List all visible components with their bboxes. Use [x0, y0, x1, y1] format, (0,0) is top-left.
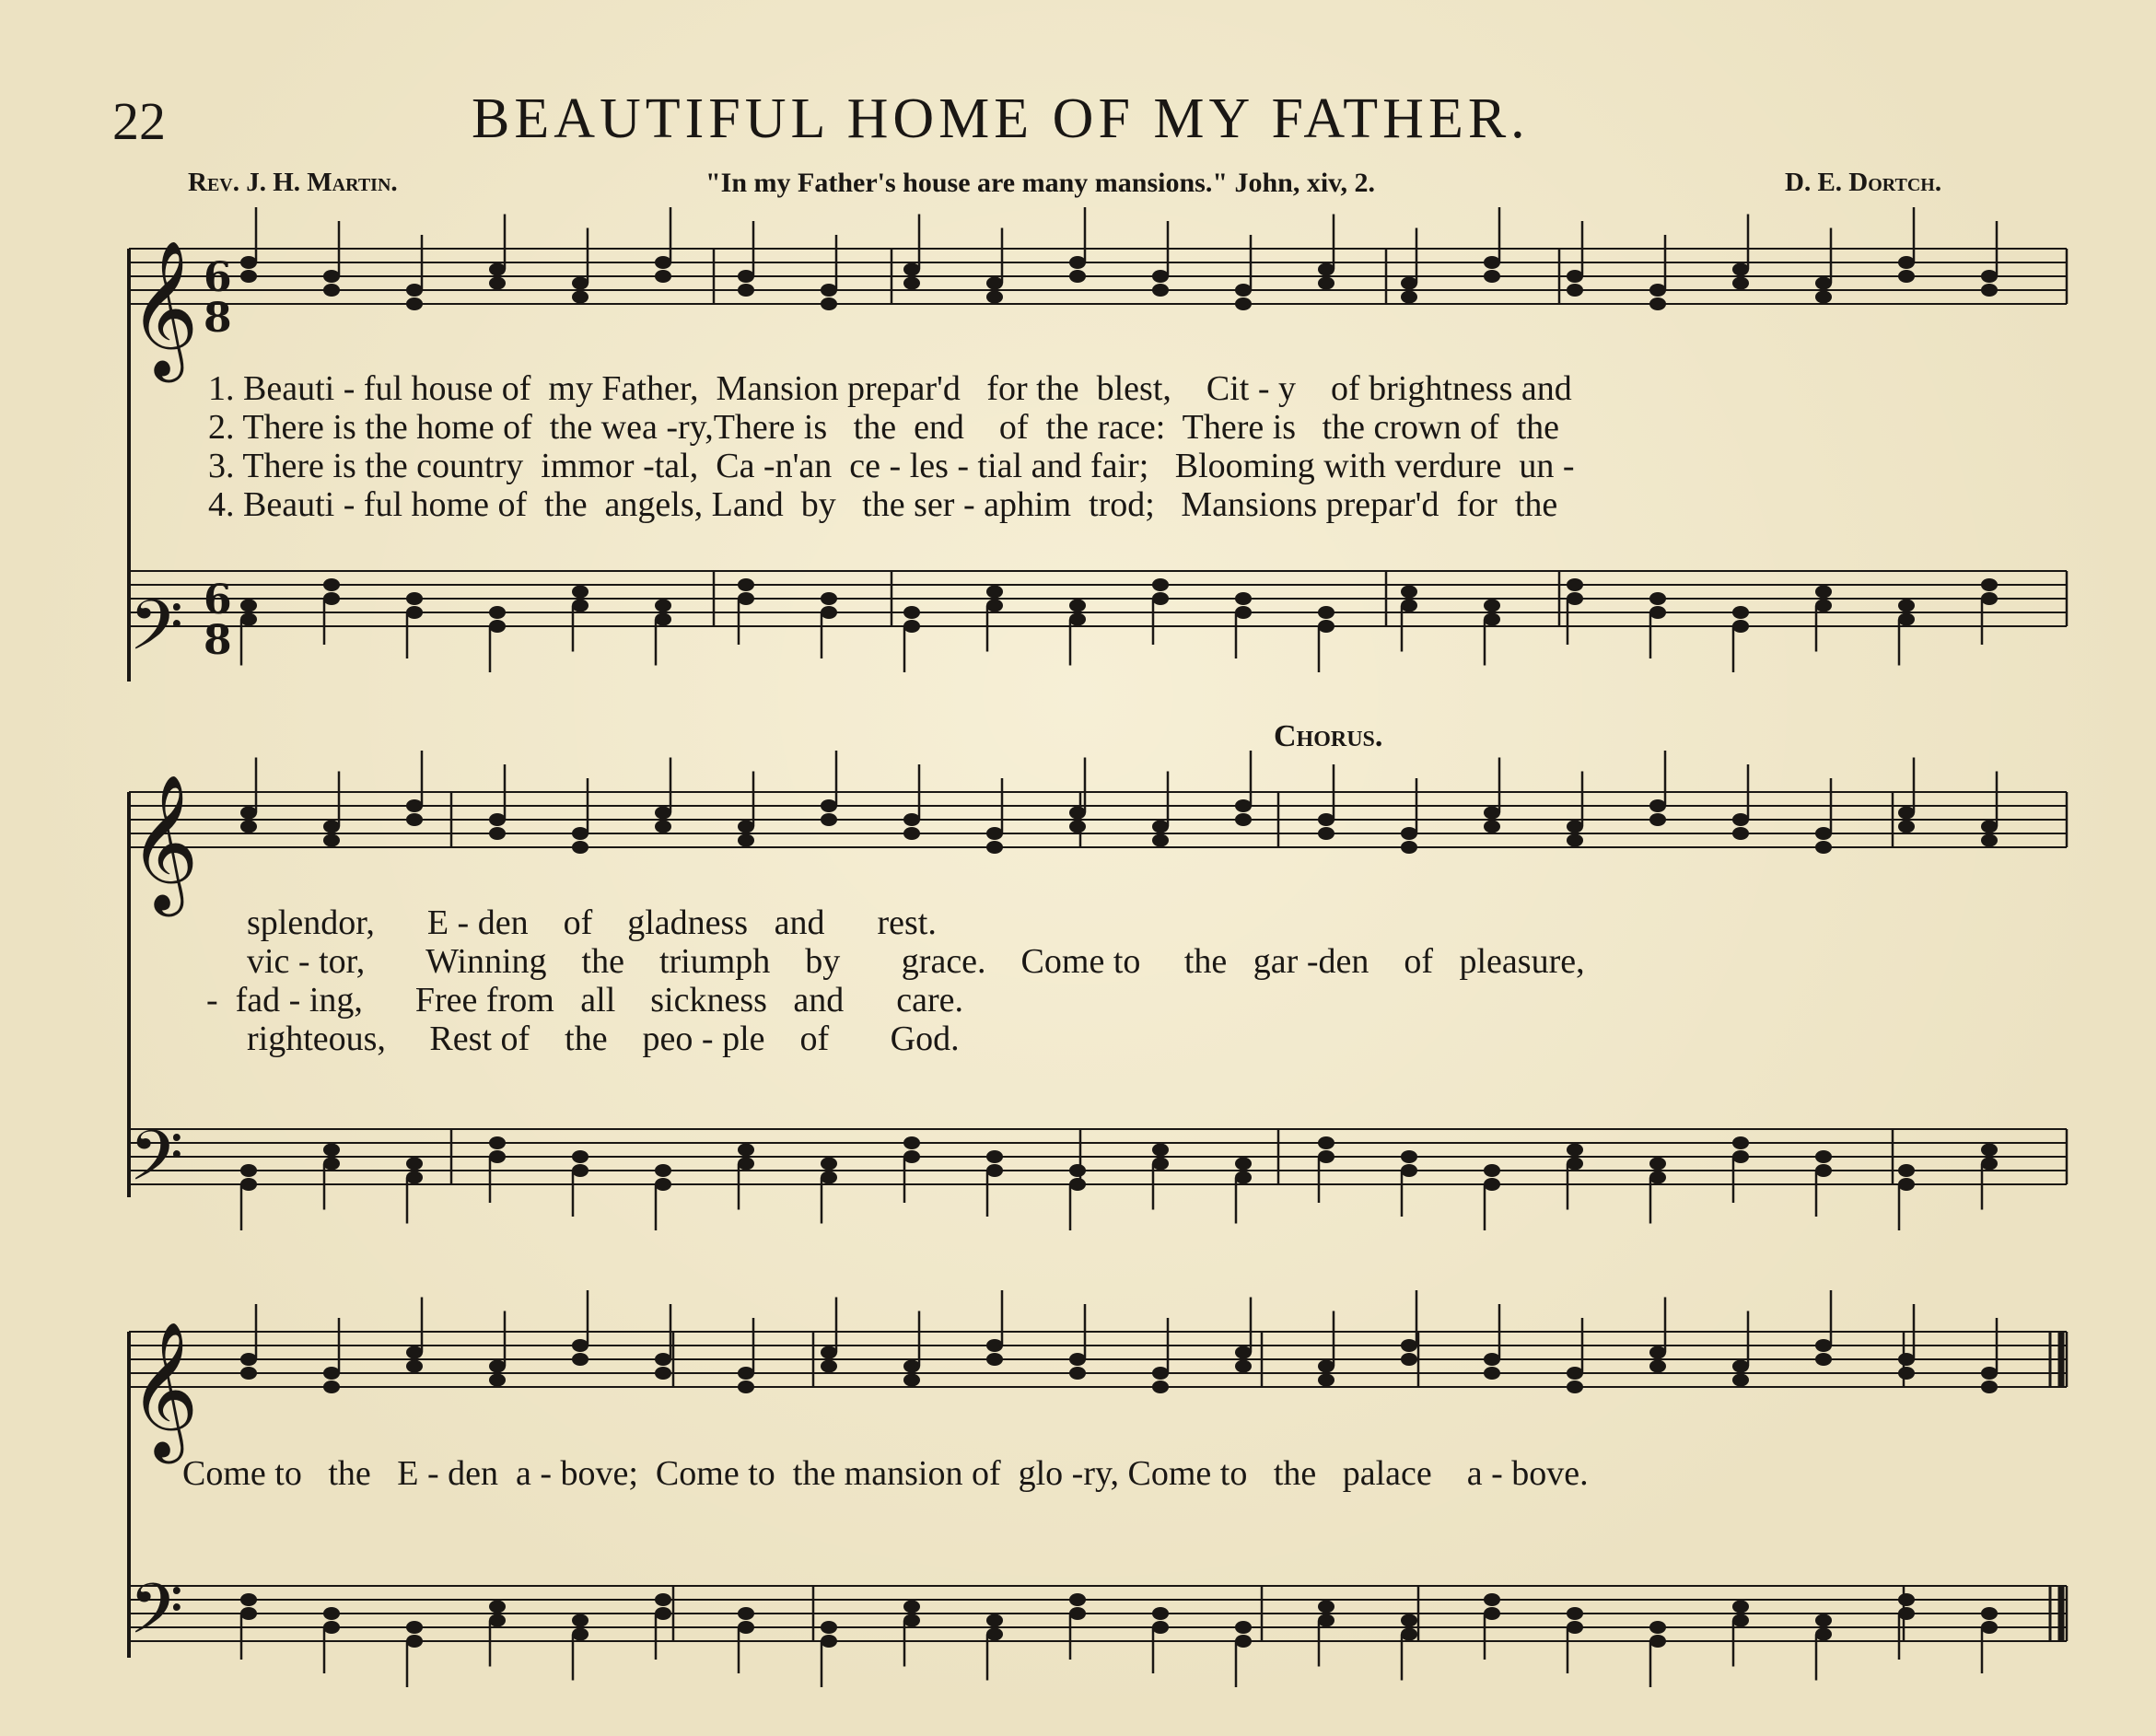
- note-head: [406, 1346, 423, 1359]
- note-head: [240, 1164, 257, 1177]
- note-head: [406, 284, 423, 297]
- note-head: [1069, 821, 1086, 833]
- note-head: [821, 297, 837, 310]
- note-head: [986, 291, 1003, 304]
- note-head: [1401, 1614, 1417, 1627]
- note-head: [655, 256, 671, 269]
- note-head: [738, 821, 754, 833]
- note-head: [1235, 606, 1252, 619]
- note-head: [1069, 807, 1086, 820]
- note-head: [738, 1144, 754, 1157]
- note-head: [1732, 827, 1749, 840]
- note-head: [572, 586, 589, 599]
- note-head: [655, 807, 671, 820]
- note-head: [323, 592, 340, 605]
- note-head: [655, 821, 671, 833]
- note-head: [821, 1621, 837, 1634]
- note-head: [1401, 827, 1417, 840]
- note-head: [1318, 620, 1334, 633]
- note-head: [1649, 1635, 1666, 1648]
- note-head: [1152, 1367, 1169, 1380]
- note-head: [903, 1150, 920, 1163]
- note-head: [1567, 1607, 1583, 1620]
- note-head: [903, 620, 920, 633]
- note-head: [1069, 1593, 1086, 1606]
- note-head: [1152, 1144, 1169, 1157]
- note-head: [323, 270, 340, 283]
- note-head: [821, 1171, 837, 1184]
- composer-credit: D. E. Dortch.: [1785, 168, 1942, 197]
- note-head: [489, 813, 506, 826]
- note-head: [655, 1164, 671, 1177]
- note-head: [572, 827, 589, 840]
- note-head: [903, 827, 920, 840]
- note-head: [1401, 1353, 1417, 1366]
- note-head: [1732, 1601, 1749, 1614]
- note-head: [1898, 807, 1915, 820]
- note-head: [903, 1374, 920, 1387]
- note-head: [738, 1621, 754, 1634]
- note-head: [1152, 592, 1169, 605]
- note-head: [1981, 1158, 1998, 1171]
- note-head: [821, 592, 837, 605]
- note-head: [406, 592, 423, 605]
- note-head: [240, 807, 257, 820]
- note-head: [1069, 256, 1086, 269]
- note-head: [655, 600, 671, 612]
- note-head: [1815, 1150, 1832, 1163]
- note-head: [1152, 578, 1169, 591]
- note-head: [1815, 841, 1832, 854]
- note-head: [240, 1367, 257, 1380]
- note-head: [821, 1158, 837, 1171]
- note-head: [738, 284, 754, 297]
- note-head: [1981, 578, 1998, 591]
- note-head: [1235, 1171, 1252, 1184]
- bass-clef-icon: 𝄢: [129, 1115, 184, 1214]
- note-head: [986, 1614, 1003, 1627]
- note-head: [903, 1136, 920, 1149]
- note-head: [323, 578, 340, 591]
- chorus-line: Come to the E - den a - bove; Come to the mansion of glo -ry, Come to the palace a - bove.: [182, 1454, 1589, 1493]
- note-head: [323, 1607, 340, 1620]
- note-head: [1401, 841, 1417, 854]
- note-head: [655, 270, 671, 283]
- time-signature-upper: 6: [204, 577, 232, 623]
- note-head: [738, 270, 754, 283]
- note-head: [1732, 277, 1749, 290]
- note-head: [1235, 284, 1252, 297]
- note-head: [986, 1150, 1003, 1163]
- note-head: [821, 1346, 837, 1359]
- note-head: [1732, 263, 1749, 276]
- note-head: [1318, 1374, 1334, 1387]
- note-head: [406, 606, 423, 619]
- treble-clef-icon: 𝄞: [129, 774, 199, 911]
- note-head: [406, 1158, 423, 1171]
- note-head: [1235, 1635, 1252, 1648]
- note-head: [1815, 1628, 1832, 1641]
- note-head: [821, 813, 837, 826]
- note-head: [1401, 600, 1417, 612]
- note-head: [986, 600, 1003, 612]
- note-head: [1318, 813, 1334, 826]
- note-head: [1318, 1614, 1334, 1627]
- note-head: [1898, 1353, 1915, 1366]
- note-head: [1981, 1144, 1998, 1157]
- hymn-title: BEAUTIFUL HOME OF MY FATHER.: [472, 87, 1530, 150]
- note-head: [1567, 284, 1583, 297]
- note-head: [1152, 821, 1169, 833]
- note-head: [323, 1367, 340, 1380]
- note-head: [655, 1367, 671, 1380]
- note-head: [1069, 1178, 1086, 1191]
- note-head: [489, 263, 506, 276]
- note-head: [1567, 1367, 1583, 1380]
- note-head: [1981, 1607, 1998, 1620]
- note-head: [1815, 827, 1832, 840]
- note-head: [1815, 1353, 1832, 1366]
- note-head: [240, 256, 257, 269]
- note-head: [1235, 813, 1252, 826]
- verse-3-line: 3. There is the country immor -tal, Ca -n'an ce - les - tial and fair; Blooming with verdure un -: [208, 447, 1575, 485]
- note-head: [572, 291, 589, 304]
- note-head: [986, 1164, 1003, 1177]
- note-head: [1567, 270, 1583, 283]
- treble-clef-icon: 𝄞: [129, 239, 199, 377]
- note-head: [1318, 1136, 1334, 1149]
- note-head: [1567, 578, 1583, 591]
- note-head: [903, 277, 920, 290]
- note-head: [1981, 284, 1998, 297]
- note-head: [240, 821, 257, 833]
- note-head: [903, 606, 920, 619]
- note-head: [240, 1178, 257, 1191]
- note-head: [1732, 1360, 1749, 1373]
- note-head: [1401, 586, 1417, 599]
- note-head: [572, 1339, 589, 1352]
- note-head: [821, 1360, 837, 1373]
- note-head: [1318, 277, 1334, 290]
- note-head: [323, 1621, 340, 1634]
- note-head: [489, 606, 506, 619]
- note-head: [1567, 592, 1583, 605]
- note-head: [1981, 1621, 1998, 1634]
- note-head: [323, 1381, 340, 1393]
- note-head: [655, 1607, 671, 1620]
- note-head: [1898, 1164, 1915, 1177]
- note-head: [572, 1353, 589, 1366]
- note-head: [489, 1374, 506, 1387]
- note-head: [1318, 1150, 1334, 1163]
- verse-4-line: 4. Beauti - ful home of the angels, Land by the ser - aphim trod; Mansions prepar'd for the: [208, 485, 1558, 524]
- note-head: [1981, 592, 1998, 605]
- note-head: [406, 813, 423, 826]
- note-head: [1152, 270, 1169, 283]
- note-head: [323, 821, 340, 833]
- note-head: [655, 1178, 671, 1191]
- note-head: [1484, 256, 1500, 269]
- note-head: [1235, 297, 1252, 310]
- note-head: [1732, 1374, 1749, 1387]
- note-head: [1069, 613, 1086, 626]
- note-head: [323, 1158, 340, 1171]
- note-head: [1484, 1178, 1500, 1191]
- note-head: [1069, 270, 1086, 283]
- note-head: [1484, 807, 1500, 820]
- note-head: [1318, 827, 1334, 840]
- chorus-label: Chorus.: [1274, 719, 1383, 753]
- note-head: [1732, 1150, 1749, 1163]
- note-head: [1484, 613, 1500, 626]
- note-head: [821, 606, 837, 619]
- note-head: [1401, 277, 1417, 290]
- note-head: [406, 1360, 423, 1373]
- note-head: [1649, 606, 1666, 619]
- note-head: [655, 613, 671, 626]
- note-head: [1815, 600, 1832, 612]
- note-head: [986, 277, 1003, 290]
- note-head: [1318, 1360, 1334, 1373]
- note-head: [489, 827, 506, 840]
- note-head: [903, 813, 920, 826]
- verse-3-line: - fad - ing, Free from all sickness and care.: [206, 981, 964, 1019]
- note-head: [738, 834, 754, 847]
- note-head: [986, 827, 1003, 840]
- note-head: [655, 1593, 671, 1606]
- note-head: [1484, 270, 1500, 283]
- note-head: [572, 600, 589, 612]
- time-signature-lower: 8: [204, 295, 232, 342]
- note-head: [1235, 1346, 1252, 1359]
- note-head: [1898, 613, 1915, 626]
- note-head: [1235, 1621, 1252, 1634]
- bass-clef-icon: 𝄢: [129, 1568, 184, 1667]
- bass-clef-icon: 𝄢: [129, 585, 184, 683]
- note-head: [1898, 600, 1915, 612]
- note-head: [1484, 600, 1500, 612]
- note-head: [1898, 1607, 1915, 1620]
- note-head: [1815, 586, 1832, 599]
- note-head: [1815, 291, 1832, 304]
- note-head: [1235, 592, 1252, 605]
- note-head: [1401, 1628, 1417, 1641]
- note-head: [1649, 1621, 1666, 1634]
- note-head: [1732, 1136, 1749, 1149]
- note-head: [572, 1614, 589, 1627]
- note-head: [1484, 1353, 1500, 1366]
- note-head: [1069, 1353, 1086, 1366]
- note-head: [821, 284, 837, 297]
- note-head: [1567, 1144, 1583, 1157]
- note-head: [1401, 1339, 1417, 1352]
- note-head: [1484, 1367, 1500, 1380]
- note-head: [903, 1601, 920, 1614]
- note-head: [1649, 284, 1666, 297]
- note-head: [1815, 1164, 1832, 1177]
- note-head: [903, 1360, 920, 1373]
- note-head: [489, 1614, 506, 1627]
- note-head: [1069, 1367, 1086, 1380]
- note-head: [1401, 1164, 1417, 1177]
- note-head: [1898, 270, 1915, 283]
- note-head: [986, 586, 1003, 599]
- note-head: [1649, 799, 1666, 812]
- note-head: [1567, 1381, 1583, 1393]
- note-head: [1981, 270, 1998, 283]
- note-head: [1152, 834, 1169, 847]
- time-signature-lower: 8: [204, 617, 232, 664]
- note-head: [1898, 821, 1915, 833]
- verse-1-line: splendor, E - den of gladness and rest.: [247, 903, 937, 942]
- verse-2-line: 2. There is the home of the wea -ry,There is the end of the race: There is the crown of the: [208, 408, 1560, 447]
- note-head: [1815, 1339, 1832, 1352]
- note-head: [1732, 606, 1749, 619]
- note-head: [489, 1601, 506, 1614]
- note-head: [406, 799, 423, 812]
- note-head: [489, 1136, 506, 1149]
- page-number: 22: [112, 91, 166, 151]
- note-head: [572, 1150, 589, 1163]
- note-head: [572, 1164, 589, 1177]
- note-head: [1732, 620, 1749, 633]
- note-head: [1069, 1607, 1086, 1620]
- note-head: [1649, 592, 1666, 605]
- note-head: [1152, 1607, 1169, 1620]
- note-head: [738, 1367, 754, 1380]
- note-head: [1235, 1360, 1252, 1373]
- note-head: [821, 1635, 837, 1648]
- note-head: [738, 1607, 754, 1620]
- note-head: [323, 834, 340, 847]
- note-head: [1235, 799, 1252, 812]
- note-head: [1318, 1601, 1334, 1614]
- note-head: [240, 270, 257, 283]
- note-head: [1401, 1150, 1417, 1163]
- note-head: [1815, 1614, 1832, 1627]
- note-head: [1981, 1367, 1998, 1380]
- note-head: [1898, 1593, 1915, 1606]
- note-head: [1649, 1346, 1666, 1359]
- note-head: [1152, 284, 1169, 297]
- note-head: [1401, 291, 1417, 304]
- note-head: [240, 1607, 257, 1620]
- time-signature-upper: 6: [204, 254, 232, 301]
- note-head: [240, 1353, 257, 1366]
- note-head: [1318, 263, 1334, 276]
- note-head: [1567, 1158, 1583, 1171]
- note-head: [1649, 813, 1666, 826]
- note-head: [240, 600, 257, 612]
- note-head: [821, 799, 837, 812]
- note-head: [489, 1150, 506, 1163]
- note-head: [1235, 1158, 1252, 1171]
- note-head: [1069, 1164, 1086, 1177]
- note-head: [323, 1144, 340, 1157]
- note-head: [738, 578, 754, 591]
- note-head: [738, 592, 754, 605]
- note-head: [1732, 813, 1749, 826]
- note-head: [1484, 1164, 1500, 1177]
- note-head: [986, 1628, 1003, 1641]
- note-head: [572, 841, 589, 854]
- note-head: [1069, 600, 1086, 612]
- note-head: [406, 297, 423, 310]
- note-head: [1649, 1360, 1666, 1373]
- lyricist-credit: Rev. J. H. Martin.: [188, 168, 398, 197]
- note-head: [1567, 821, 1583, 833]
- note-head: [738, 1381, 754, 1393]
- note-head: [406, 1171, 423, 1184]
- note-head: [1732, 1614, 1749, 1627]
- note-head: [986, 1353, 1003, 1366]
- note-head: [1815, 277, 1832, 290]
- note-head: [572, 277, 589, 290]
- note-head: [406, 1635, 423, 1648]
- verse-2-line: vic - tor, Winning the triumph by grace. Come to the gar -den of pleasure,: [247, 942, 1585, 981]
- scripture-epigraph: "In my Father's house are many mansions." John, xiv, 2.: [705, 168, 1376, 198]
- note-head: [240, 613, 257, 626]
- note-head: [1649, 1171, 1666, 1184]
- note-head: [572, 1628, 589, 1641]
- note-head: [489, 620, 506, 633]
- note-head: [1567, 834, 1583, 847]
- verse-4-line: righteous, Rest of the peo - ple of God.: [247, 1019, 960, 1058]
- note-head: [1981, 1381, 1998, 1393]
- note-head: [1649, 1158, 1666, 1171]
- note-head: [1567, 1621, 1583, 1634]
- note-head: [1484, 821, 1500, 833]
- treble-clef-icon: 𝄞: [129, 1321, 199, 1458]
- note-head: [986, 1339, 1003, 1352]
- note-head: [1152, 1158, 1169, 1171]
- note-head: [655, 1353, 671, 1366]
- note-head: [986, 841, 1003, 854]
- note-head: [489, 277, 506, 290]
- verse-1-line: 1. Beauti - ful house of my Father, Mansion prepar'd for the blest, Cit - y of brightness and: [208, 369, 1572, 408]
- note-head: [1898, 1367, 1915, 1380]
- note-head: [1898, 1178, 1915, 1191]
- note-head: [1318, 606, 1334, 619]
- note-head: [323, 284, 340, 297]
- note-head: [406, 1621, 423, 1634]
- note-head: [1484, 1593, 1500, 1606]
- note-head: [903, 1614, 920, 1627]
- note-head: [1152, 1621, 1169, 1634]
- note-head: [1152, 1381, 1169, 1393]
- note-head: [1649, 297, 1666, 310]
- note-head: [738, 1158, 754, 1171]
- note-head: [1898, 256, 1915, 269]
- note-head: [1981, 821, 1998, 833]
- note-head: [1484, 1607, 1500, 1620]
- note-head: [489, 1360, 506, 1373]
- note-head: [240, 1593, 257, 1606]
- note-head: [903, 263, 920, 276]
- note-head: [1981, 834, 1998, 847]
